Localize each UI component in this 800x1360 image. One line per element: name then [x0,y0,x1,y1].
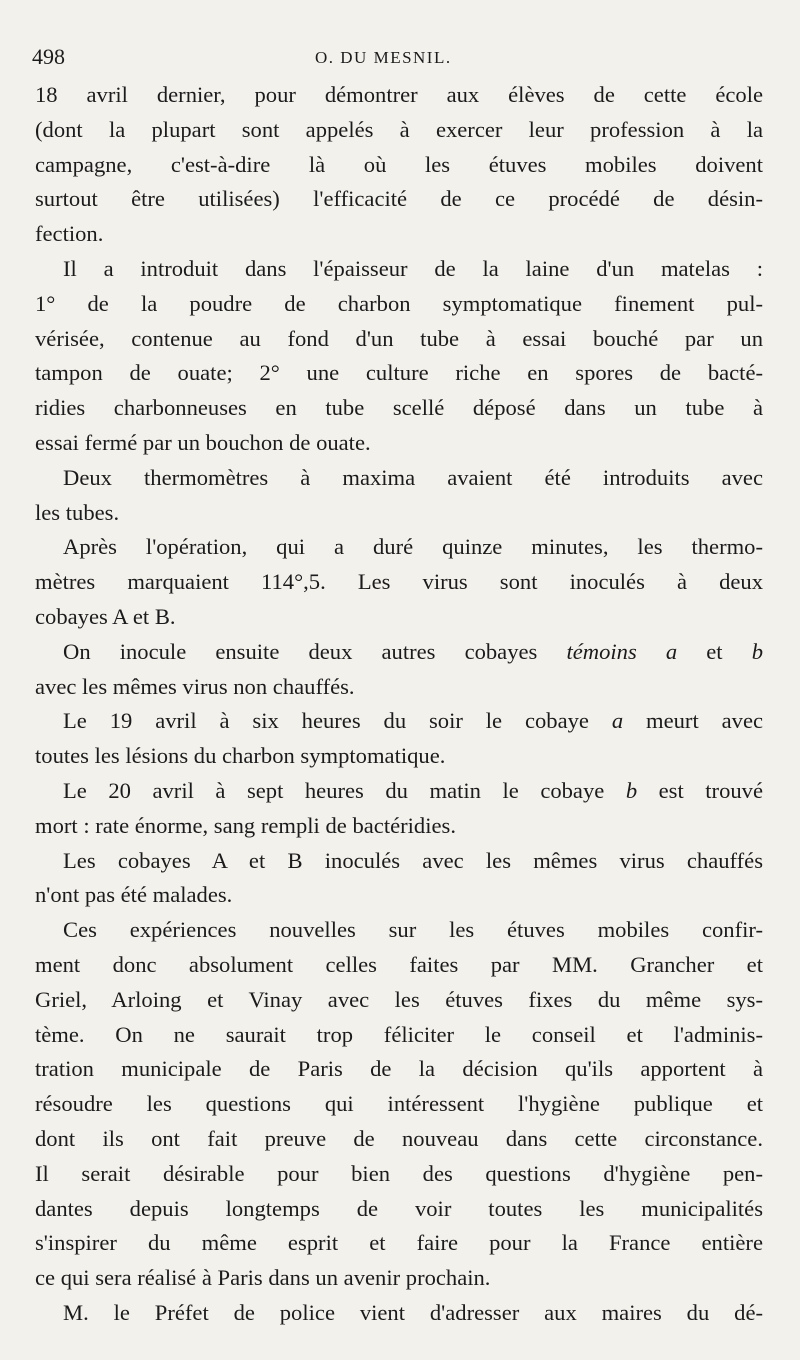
text-line: surtout être utilisées) l'efficacité de ce procédé de désin- [35,186,763,212]
text-line: Griel, Arloing et Vinay avec les étuves fixes du même sys- [35,986,763,1012]
text-line: dont ils ont fait preuve de nouveau dans cette circonstance. [35,1125,763,1151]
text-line: les tubes. [35,499,120,525]
text-line: campagne, c'est-à-dire là où les étuves mobiles doivent [35,151,763,177]
text-line: mort : rate énorme, sang rempli de bactéridies. [35,812,456,838]
text-line: M. le Préfet de police vient d'adresser aux maires du dé- [63,1299,763,1325]
text-line: tration municipale de Paris de la décision qu'ils apportent à [35,1056,763,1082]
text-line: Le 20 avril à sept heures du matin le cobaye b est trouvé [63,777,763,803]
text-line: tème. On ne saurait trop féliciter le conseil et l'adminis- [35,1021,763,1047]
text-line: vérisée, contenue au fond d'un tube à essai bouché par un [35,325,763,351]
text-line: Ces expériences nouvelles sur les étuves mobiles confir- [63,917,763,943]
page-header [30,42,770,76]
text-line: (dont la plupart sont appelés à exercer leur profession à la [35,116,763,142]
body-text [35,78,763,1331]
text-line: Le 19 avril à six heures du soir le cobaye a meurt avec [63,708,763,734]
text-line: Deux thermomètres à maxima avaient été introduits avec [63,464,763,490]
text-line: 18 avril dernier, pour démontrer aux élèves de cette école [35,82,763,107]
text-line: n'ont pas été malades. [35,882,233,908]
text-line: ce qui sera réalisé à Paris dans un avenir prochain. [35,1265,491,1291]
running-head: O. DU MESNIL. [315,48,452,67]
text-line: essai fermé par un bouchon de ouate. [35,429,371,455]
page-number: 498 [32,44,65,69]
text-line: tampon de ouate; 2° une culture riche en spores de bacté- [35,360,763,386]
text-line: 1° de la poudre de charbon symptomatique finement pul- [35,290,763,316]
text-line: ridies charbonneuses en tube scellé déposé dans un tube à [35,395,763,421]
text-line: Les cobayes A et B inoculés avec les mêmes virus chauffés [63,847,763,873]
text-line: fection. [35,221,104,247]
text-line: toutes les lésions du charbon symptomatique. [35,743,446,769]
text-line: s'inspirer du même esprit et faire pour la France entière [35,1230,763,1256]
text-line: Il serait désirable pour bien des questions d'hygiène pen- [35,1160,763,1186]
text-line: Après l'opération, qui a duré quinze minutes, les thermo- [63,534,763,560]
text-line: On inocule ensuite deux autres cobayes témoins a et b [63,638,763,664]
text-line: cobayes A et B. [35,603,176,629]
text-line: dantes depuis longtemps de voir toutes les municipalités [35,1195,763,1221]
text-line: avec les mêmes virus non chauffés. [35,673,355,699]
text-line: Il a introduit dans l'épaisseur de la laine d'un matelas : [63,255,763,281]
text-line: mètres marquaient 114°,5. Les virus sont inoculés à deux [35,569,763,595]
text-line: résoudre les questions qui intéressent l'hygiène publique et [35,1091,763,1117]
text-line: ment donc absolument celles faites par MM. Grancher et [35,951,763,977]
